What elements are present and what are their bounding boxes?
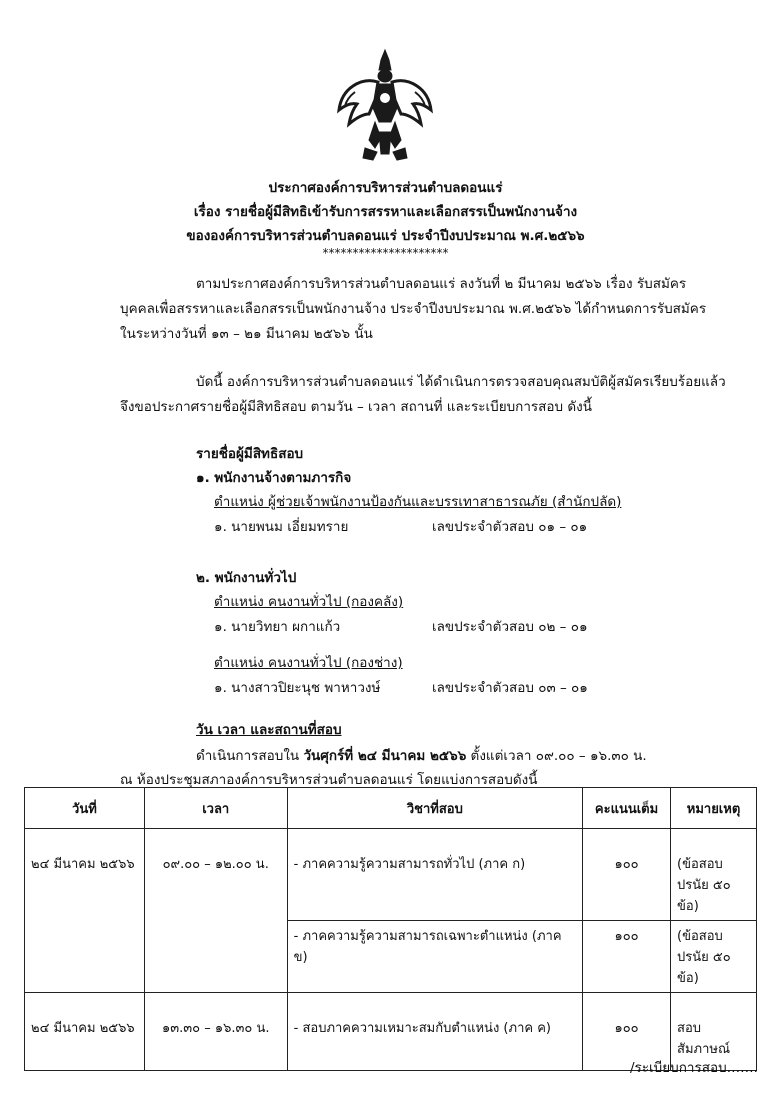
group2-title: ๒. พนักงานทั่วไป — [196, 570, 297, 586]
row1-score: ๑๐๐ — [583, 829, 671, 921]
title-separator: ********************* — [322, 246, 449, 260]
row3-score: ๑๐๐ — [583, 993, 671, 1071]
group1-candidate-name: ๑. นายพนม เอี่ยมทราย — [214, 519, 349, 535]
schedule-heading: วัน เวลา และสถานที่สอบ — [196, 722, 342, 738]
group1-title: ๑. พนักงานจ้างตามภารกิจ — [196, 470, 352, 486]
candidates-heading: รายชื่อผู้มีสิทธิสอบ — [196, 446, 304, 462]
row1-subject: - ภาคความรู้ความสามารถทั่วไป (ภาค ก) — [287, 829, 582, 921]
schedule-line1 — [196, 744, 647, 766]
row1-time: ๐๙.๐๐ – ๑๒.๐๐ น. — [144, 829, 287, 993]
intro-para1-line3: ในระหว่างวันที่ ๑๓ – ๒๑ มีนาคม ๒๕๖๖ นั้น — [120, 326, 373, 342]
row2-note: (ข้อสอบปรนัย ๕๐ ข้อ) — [671, 921, 757, 993]
intro-para1-line2: บุคคลเพื่อสรรหาและเลือกสรรเป็นพนักงานจ้าง ประจำปีงบประมาณ พ.ศ.๒๕๖๖ ได้กำหนดการรับสมัคร — [120, 301, 707, 317]
row2-subject: - ภาคความรู้ความสามารถเฉพาะตำแหน่ง (ภาค ข) — [287, 921, 582, 993]
row2-score: ๑๐๐ — [583, 921, 671, 993]
group1-exam-number: เลขประจำตัวสอบ ๐๑ – ๐๑ — [432, 519, 588, 535]
row3-subject: - สอบภาคความเหมาะสมกับตำแหน่ง (ภาค ค) — [287, 993, 582, 1071]
group2-position-a: ตำแหน่ง คนงานทั่วไป (กองคลัง) — [214, 594, 404, 610]
intro-para2-line2: จึงขอประกาศรายชื่อผู้มีสิทธิสอบ ตามวัน – เวลา สถานที่ และระเบียบการสอบ ดังนี้ — [120, 399, 592, 415]
announcement-title: ประกาศองค์การบริหารส่วนตำบลดอนแร่ — [268, 180, 503, 196]
row3-date: ๒๔ มีนาคม ๒๕๖๖ — [25, 993, 145, 1071]
header-time: เวลา — [144, 788, 287, 829]
table-header-row — [25, 788, 757, 829]
exam-schedule-table — [24, 787, 757, 1071]
header-subject: วิชาที่สอบ — [287, 788, 582, 829]
garuda-emblem-icon — [335, 48, 435, 166]
intro-para1-line1: ตามประกาศองค์การบริหารส่วนตำบลดอนแร่ ลงวันที่ ๒ มีนาคม ๒๕๖๖ เรื่อง รับสมัคร — [196, 276, 687, 292]
table-row — [25, 829, 757, 921]
group1-position: ตำแหน่ง ผู้ช่วยเจ้าพนักงานป้องกันและบรรเทาสาธารณภัย (สำนักปลัด) — [214, 494, 622, 510]
header-full-score: คะแนนเต็ม — [583, 788, 671, 829]
group2-position-b: ตำแหน่ง คนงานทั่วไป (กองช่าง) — [214, 655, 403, 671]
group2-candidate-b-name: ๑. นางสาวปิยะนุช พาหาวงษ์ — [214, 680, 381, 696]
schedule-line1-post: ตั้งแต่เวลา ๐๙.๐๐ – ๑๖.๓๐ น. — [466, 748, 647, 764]
header-remark: หมายเหตุ — [671, 788, 757, 829]
schedule-line2: ณ ห้องประชุมสภาองค์การบริหารส่วนตำบลดอนแร่ โดยแบ่งการสอบดังนี้ — [120, 772, 538, 788]
announcement-subject: เรื่อง รายชื่อผู้มีสิทธิเข้ารับการสรรหาและเลือกสรรเป็นพนักงานจ้าง — [193, 204, 578, 220]
group2-candidate-b-exam-number: เลขประจำตัวสอบ ๐๓ – ๐๑ — [432, 680, 588, 696]
row3-note: สอบสัมภาษณ์ — [671, 993, 757, 1071]
group2-candidate-a-exam-number: เลขประจำตัวสอบ ๐๒ – ๐๑ — [432, 619, 588, 635]
row1-date: ๒๔ มีนาคม ๒๕๖๖ — [25, 829, 145, 993]
group2-candidate-a-name: ๑. นายวิทยา ผกาแก้ว — [214, 619, 341, 635]
schedule-exam-date: วันศุกร์ที่ ๒๔ มีนาคม ๒๕๖๖ — [303, 748, 467, 764]
schedule-line1-pre: ดำเนินการสอบใน — [196, 748, 304, 764]
row3-time: ๑๓.๓๐ – ๑๖.๓๐ น. — [144, 993, 287, 1071]
continued-marker: /ระเบียบการสอบ……. — [630, 1060, 758, 1076]
header-date: วันที่ — [25, 788, 145, 829]
row1-note: (ข้อสอบปรนัย ๕๐ ข้อ) — [671, 829, 757, 921]
announcement-subject-line2: ขององค์การบริหารส่วนตำบลดอนแร่ ประจำปีงบประมาณ พ.ศ.๒๕๖๖ — [186, 228, 585, 244]
intro-para2-line1: บัดนี้ องค์การบริหารส่วนตำบลดอนแร่ ได้ดำเนินการตรวจสอบคุณสมบัติผู้สมัครเรียบร้อยแล้ว — [196, 374, 726, 390]
